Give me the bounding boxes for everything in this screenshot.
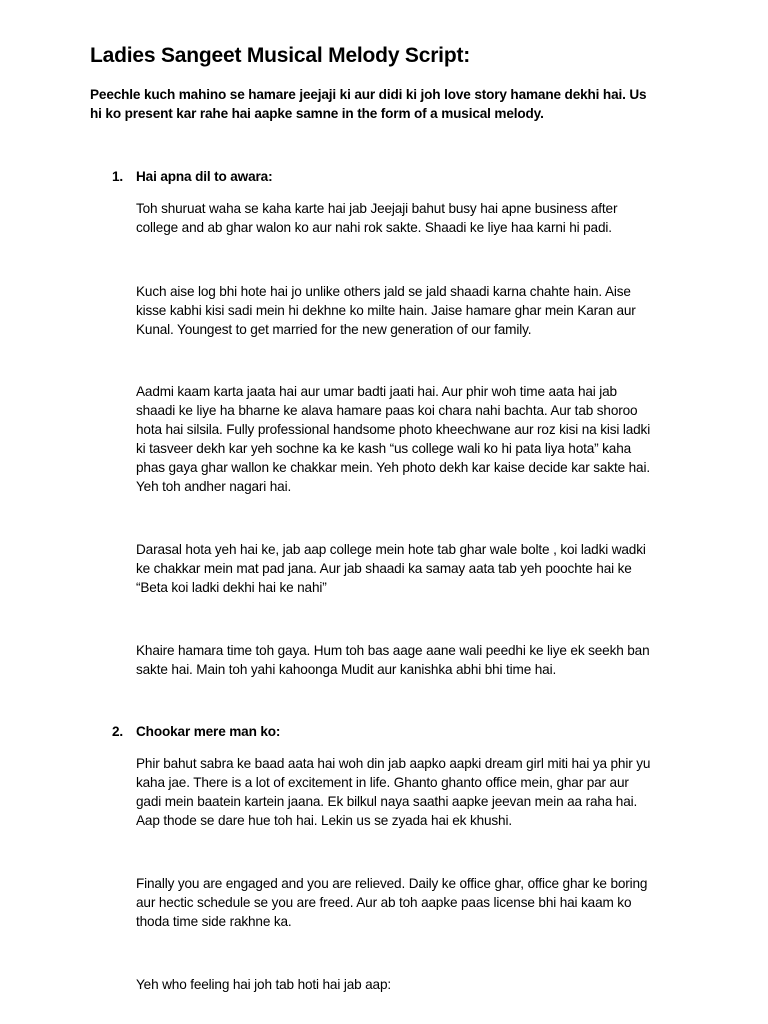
paragraph-line: sakte hai. Main toh yahi kahoonga Mudit aur kanishka abhi bhi time hai. [136,662,557,677]
paragraph-line: Khaire hamara time toh gaya. Hum toh bas aage aane wali peedhi ke liye ek seekh ban [136,643,650,658]
paragraph-line: thoda time side rakhne ka. [136,914,292,929]
paragraph-line: shaadi ke liye ha bharne ke alava hamare paas koi chara nahi bachta. Aur tab shoroo [136,403,638,418]
paragraph-line: Finally you are engaged and you are relieved. Daily ke office ghar, office ghar ke boring [136,876,648,891]
paragraph-line: hota hai silsila. Fully professional handsome photo kheechwane aur roz kisi na kisi ladki [136,422,651,437]
paragraph-line: aur hectic schedule se you are freed. Aur ab toh aapke paas license bhi hai kaam ko [136,895,632,910]
body-paragraph [136,641,696,679]
body-paragraph [136,754,696,830]
paragraph-line: gadi mein baatein kartein jaana. Ek bilkul naya saathi aapke jeevan mein aa raha hai. [136,794,638,809]
body-paragraph [136,199,696,237]
paragraph-line: Phir bahut sabra ke baad aata hai woh din jab aapko aapki dream girl miti hai ya phir yu [136,756,651,771]
body-paragraph [136,382,696,496]
section-number: 2. [112,724,124,739]
paragraph-line: Yeh toh andher nagari hai. [136,479,292,494]
paragraph-line: “Beta koi ladki dekhi hai ke nahi” [136,580,327,595]
body-paragraph [136,874,696,931]
paragraph-line: kisse kabhi kisi sadi mein hi dekhne ko milte hain. Jaise hamare ghar mein Karan aur [136,303,636,318]
section-heading [112,724,280,739]
section-heading [112,169,272,184]
paragraph-line: Darasal hota yeh hai ke, jab aap college mein hote tab ghar wale bolte , koi ladki wadki [136,542,646,557]
intro-line: hi ko present kar rahe hai aapke samne in the form of a musical melody. [90,106,544,121]
section-number: 1. [112,169,124,184]
paragraph-line: Yeh who feeling hai joh tab hoti hai jab aap: [136,977,392,992]
body-paragraph [136,282,696,339]
document-title: Ladies Sangeet Musical Melody Script: [90,44,471,67]
paragraph-line: ke chakkar mein mat pad jana. Aur jab shaadi ka samay aata tab yeh poochte hai ke [136,561,632,576]
section-title: Chookar mere man ko: [136,724,281,739]
paragraph-line: ki tasveer dekh kar yeh sochne ka ke kash “us college wali ko hi pata liya hota” kaha [136,441,632,456]
section-title: Hai apna dil to awara: [136,169,273,184]
intro-line: Peechle kuch mahino se hamare jeejaji ki aur didi ki joh love story hamane dekhi hai. Us [90,87,647,102]
paragraph-line: Kuch aise log bhi hote hai jo unlike others jald se jald shaadi karna chahte hain. Aise [136,284,631,299]
body-paragraph [136,540,696,597]
paragraph-line: Aadmi kaam karta jaata hai aur umar badti jaati hai. Aur phir woh time aata hai jab [136,384,617,399]
paragraph-line: phas gaya ghar wallon ke chakkar mein. Yeh photo dekh kar kaise decide kar sakte hai. [136,460,650,475]
paragraph-line: kaha jae. There is a lot of excitement in life. Ghanto ghanto office mein, ghar par aur [136,775,629,790]
paragraph-line: Toh shuruat waha se kaha karte hai jab Jeejaji bahut busy hai apne business after [136,201,618,216]
paragraph-line: Kunal. Youngest to get married for the new generation of our family. [136,322,532,337]
paragraph-line: Aap thode se dare hue toh hai. Lekin us se zyada hai ek khushi. [136,813,512,828]
intro-paragraph [90,85,690,123]
body-paragraph [136,975,696,994]
paragraph-line: college and ab ghar walon ko aur nahi rok sakte. Shaadi ke liye haa karni hi padi. [136,220,612,235]
